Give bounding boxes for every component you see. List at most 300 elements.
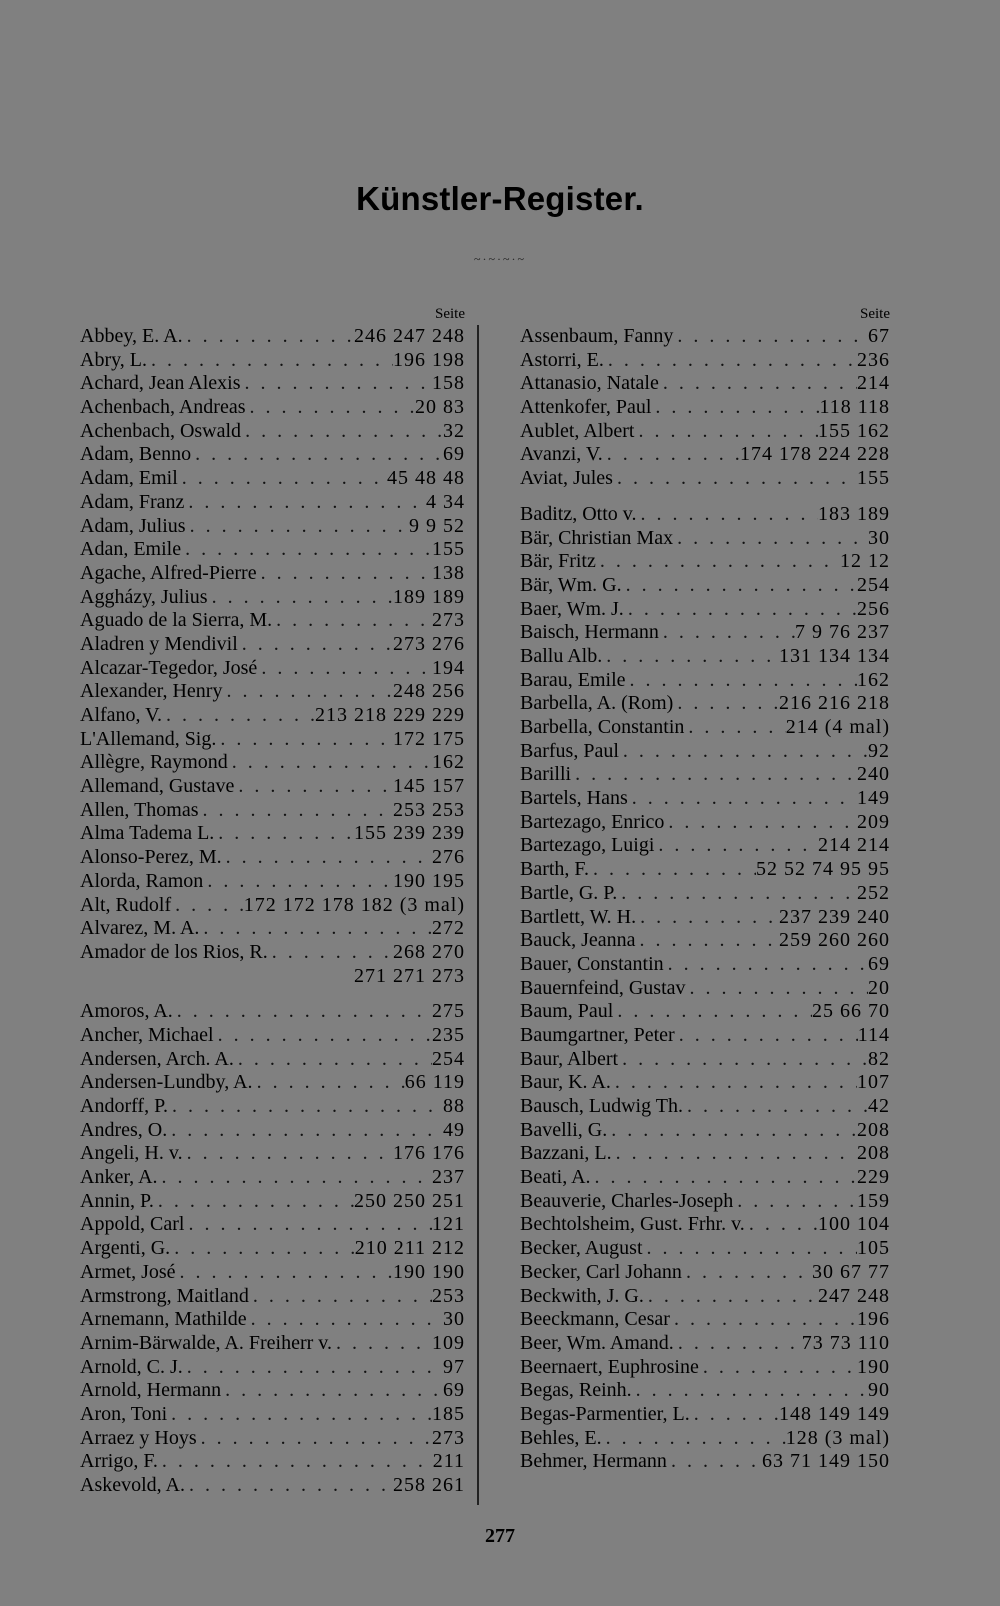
page-references: 253 [432, 1284, 465, 1307]
artist-name: Aladren y Mendivil [80, 632, 238, 655]
artist-name: Bartezago, Enrico [520, 810, 665, 833]
register-entry [520, 716, 890, 740]
artist-name: Appold, Carl [80, 1213, 185, 1236]
page-references: 176 176 [393, 1142, 465, 1165]
page-references: 73 73 110 [801, 1331, 890, 1354]
artist-name: Barau, Emile [520, 668, 626, 691]
page-references: 162 [432, 751, 465, 774]
register-entry [80, 657, 465, 681]
artist-name: Beati, A. [520, 1166, 591, 1189]
leader-dots [222, 846, 432, 870]
page-references: 254 [857, 573, 890, 596]
page-references: 121 [432, 1213, 465, 1236]
page-references: 25 66 70 [812, 1000, 890, 1023]
artist-name: Arnold, Hermann [80, 1379, 222, 1402]
register-entry [520, 574, 890, 598]
page-references: 213 218 229 229 [315, 704, 465, 726]
leader-dots [596, 550, 840, 574]
artist-name: Abbey, E. A. [80, 325, 183, 347]
leader-dots [636, 503, 818, 527]
artist-name: Becker, August [520, 1237, 643, 1260]
register-entry [80, 1048, 465, 1072]
artist-name: Agache, Alfred-Pierre [80, 561, 257, 584]
leader-dots [613, 1000, 812, 1024]
leader-dots [184, 1213, 432, 1237]
leader-dots [216, 728, 393, 752]
page-references: 9 9 52 [409, 514, 465, 537]
page-references: 30 [868, 526, 890, 549]
page-references: 211 [432, 1450, 465, 1473]
leader-dots [171, 894, 244, 918]
artist-name: Ancher, Michael [80, 1023, 214, 1046]
register-entry [80, 1000, 465, 1024]
register-entry [520, 1166, 890, 1190]
page-references: 236 [857, 348, 890, 371]
page-references: 30 [443, 1308, 465, 1331]
leader-dots [607, 1119, 857, 1143]
leader-dots [249, 1285, 432, 1309]
leader-dots [154, 1190, 354, 1214]
page-references: 49 [443, 1118, 465, 1141]
artist-name: Bartezago, Luigi [520, 834, 655, 857]
leader-dots [651, 396, 819, 420]
artist-name: Assenbaum, Fanny [520, 325, 674, 347]
page-references: 90 [868, 1379, 890, 1402]
leader-dots [234, 775, 393, 799]
leader-dots [699, 1356, 857, 1380]
page-references: 190 195 [393, 869, 465, 892]
leader-dots [158, 1450, 433, 1474]
register-entry [520, 1119, 890, 1143]
artist-name: Begas-Parmentier, L. [520, 1402, 690, 1425]
register-entry [520, 645, 890, 669]
page-references: 276 [432, 846, 465, 869]
artist-name: Baur, K. A. [520, 1071, 611, 1094]
left-column [80, 303, 465, 1498]
leader-dots [602, 645, 779, 669]
register-entry [80, 728, 465, 752]
artist-name: Aguado de la Sierra, M. [80, 609, 273, 632]
page-references: 97 [443, 1355, 465, 1378]
leader-dots [619, 740, 868, 764]
register-entry [80, 1474, 465, 1498]
page-references: 214 214 [818, 834, 890, 857]
register-entry [520, 1356, 890, 1380]
artist-name: Barfus, Paul [520, 739, 619, 762]
leader-dots [664, 953, 868, 977]
register-entry [520, 977, 890, 1001]
leader-dots [208, 586, 393, 610]
artist-name: Andres, O. [80, 1118, 168, 1141]
artist-name: Aviat, Jules [520, 467, 613, 490]
leader-dots [617, 882, 857, 906]
page-references: 66 119 [404, 1071, 465, 1094]
page-references: 189 189 [393, 585, 465, 608]
register-entry [520, 1095, 890, 1119]
leader-dots [644, 1285, 818, 1309]
leader-dots [158, 1166, 432, 1190]
page-references: 69 [443, 443, 465, 466]
page-references: 235 [432, 1023, 465, 1046]
leader-dots [222, 680, 393, 704]
leader-dots [199, 917, 432, 941]
artist-name: Angeli, H. v. [80, 1142, 183, 1165]
leader-dots [191, 443, 443, 467]
register-entry [80, 491, 465, 515]
artist-name: Andersen-Lundby, A. [80, 1071, 253, 1094]
register-entry [520, 669, 890, 693]
page-references: 63 71 149 150 [762, 1450, 890, 1473]
register-entry [520, 1379, 890, 1403]
leader-dots [167, 1119, 443, 1143]
leader-dots [667, 1450, 762, 1474]
artist-name: Baisch, Hermann [520, 621, 659, 644]
register-entry [520, 882, 890, 906]
artist-name: Bauernfeind, Gustav [520, 976, 686, 999]
register-entry [80, 1024, 465, 1048]
right-entry-list [520, 325, 890, 1474]
artist-name: Behmer, Hermann [520, 1450, 667, 1473]
leader-dots [167, 1403, 432, 1427]
artist-name: Achenbach, Andreas [80, 396, 246, 419]
page-references: 273 [432, 1426, 465, 1449]
page-references: 20 [868, 976, 890, 999]
leader-dots [624, 598, 857, 622]
page-references: 30 67 77 [812, 1260, 890, 1283]
artist-name: Allègre, Raymond [80, 751, 228, 774]
page-references: 208 [857, 1118, 890, 1141]
artist-name: Bauer, Constantin [520, 952, 664, 975]
artist-name: Andorff, P. [80, 1095, 168, 1117]
artist-name: Argenti, G. [80, 1237, 171, 1260]
title-ornament: ~·~·~·~ [474, 252, 526, 266]
page-references: 149 [857, 787, 890, 810]
page-references: 82 [868, 1047, 890, 1070]
register-entry [80, 846, 465, 870]
left-entry-list [80, 325, 465, 1498]
seite-header-left: Seite [435, 306, 465, 322]
page-references: 271 271 273 [354, 964, 465, 987]
register-entry [520, 598, 890, 622]
artist-name: Alfano, V. [80, 704, 163, 726]
artist-name: Bazzani, L. [520, 1142, 612, 1165]
register-entry [80, 443, 465, 467]
leader-dots [683, 1095, 868, 1119]
page-references: 240 [857, 763, 890, 786]
artist-name: Bauck, Jeanna [520, 929, 636, 952]
page-references: 155 239 239 [354, 822, 465, 845]
leader-dots [634, 420, 818, 444]
register-entry [520, 906, 890, 930]
leader-dots [234, 1048, 432, 1072]
leader-dots [659, 372, 857, 396]
page-references: 209 [857, 810, 890, 833]
leader-dots [673, 527, 868, 551]
page-references: 92 [868, 739, 890, 762]
seite-header-right: Seite [860, 306, 890, 322]
page-references: 155 [432, 538, 465, 561]
page-references: 128 (3 mal) [785, 1426, 890, 1449]
register-entry [80, 1379, 465, 1403]
leader-dots [184, 491, 426, 515]
leader-dots [257, 562, 432, 586]
page-references: 216 216 218 [779, 692, 890, 715]
leader-dots [185, 1474, 393, 1498]
page-title: Künstler-Register. [356, 180, 644, 217]
register-entry [520, 834, 890, 858]
register-entry [520, 953, 890, 977]
page-references: 107 [857, 1071, 890, 1094]
leader-dots [173, 1000, 432, 1024]
artist-name: Bechtolsheim, Gust. Frhr. v. [520, 1213, 745, 1236]
register-entry [520, 1213, 890, 1237]
artist-name: Adam, Benno [80, 443, 192, 466]
leader-dots [183, 325, 354, 349]
artist-name: Adam, Franz [80, 490, 185, 513]
artist-name: Allen, Thomas [80, 798, 199, 821]
page-references: 155 [857, 467, 890, 490]
leader-dots [690, 1403, 779, 1427]
leader-dots [183, 1142, 393, 1166]
leader-dots [654, 834, 818, 858]
register-entry [80, 349, 465, 373]
leader-dots [268, 941, 393, 965]
artist-name: L'Allemand, Sig. [80, 727, 217, 750]
leader-dots [670, 1308, 857, 1332]
leader-dots [214, 1024, 432, 1048]
artist-name: Aron, Toni [80, 1402, 168, 1425]
page-references: 253 253 [393, 798, 465, 821]
artist-name: Aggházy, Julius [80, 585, 208, 608]
page-references: 172 172 178 182 (3 mal) [243, 893, 465, 916]
register-entry [80, 965, 465, 989]
right-column [520, 303, 890, 1474]
page-references: 229 [857, 1166, 890, 1189]
page-references: 109 [432, 1331, 465, 1354]
page-references: 45 48 48 [387, 467, 465, 490]
register-entry [80, 870, 465, 894]
leader-dots [659, 621, 795, 645]
page-references: 196 198 [393, 348, 465, 371]
leader-dots [332, 1332, 432, 1356]
artist-name: Begas, Reinh. [520, 1379, 632, 1402]
leader-dots [571, 763, 857, 787]
page-references: 42 [868, 1095, 890, 1117]
page-references: 190 190 [393, 1260, 465, 1283]
register-entry [80, 1095, 465, 1119]
artist-name: Beernaert, Euphrosine [520, 1355, 699, 1378]
register-entry [80, 586, 465, 610]
leader-dots [632, 1379, 868, 1403]
leader-dots [178, 467, 387, 491]
artist-name: Anker, A. [80, 1166, 158, 1189]
register-entry [80, 680, 465, 704]
register-entry [520, 467, 890, 491]
register-entry [80, 917, 465, 941]
artist-name: Becker, Carl Johann [520, 1260, 682, 1283]
register-entry [520, 1427, 890, 1451]
register-entry [520, 349, 890, 373]
artist-name: Attenkofer, Paul [520, 396, 652, 419]
register-entry [520, 1142, 890, 1166]
artist-name: Achenbach, Oswald [80, 419, 242, 442]
register-entry [520, 858, 890, 882]
register-entry [520, 550, 890, 574]
leader-dots [272, 609, 432, 633]
leader-dots [611, 1071, 857, 1095]
page-references: 69 [868, 952, 890, 975]
artist-name: Bartle, G. P. [520, 881, 618, 904]
register-entry [80, 1166, 465, 1190]
artist-name: Arraez y Hoys [80, 1426, 197, 1449]
artist-name: Armstrong, Maitland [80, 1284, 249, 1307]
leader-dots [591, 1166, 857, 1190]
page-references: 88 [443, 1095, 465, 1117]
register-entry [520, 811, 890, 835]
artist-name: Amoros, A. [80, 1000, 173, 1023]
page-references: 183 189 [818, 502, 890, 525]
artist-name: Attanasio, Natale [520, 372, 659, 395]
register-entry [80, 420, 465, 444]
page-references: 118 118 [819, 396, 890, 419]
register-entry [80, 609, 465, 633]
page-references: 7 9 76 237 [795, 621, 890, 644]
artist-name: Adan, Emile [80, 538, 182, 561]
page-number: 277 [485, 1525, 515, 1547]
leader-dots [622, 574, 857, 598]
page-references: 67 [868, 325, 890, 347]
leader-dots [181, 538, 432, 562]
page-references: 190 [857, 1355, 890, 1378]
leader-dots [673, 692, 779, 716]
artist-name: Achard, Jean Alexis [80, 372, 241, 395]
leader-dots [183, 1356, 443, 1380]
leader-dots [228, 751, 432, 775]
leader-dots [197, 1427, 432, 1451]
artist-name: Arnemann, Mathilde [80, 1308, 247, 1331]
page-references: 252 [857, 881, 890, 904]
artist-name: Baur, Albert [520, 1047, 619, 1070]
artist-name: Beauverie, Charles-Joseph [520, 1189, 734, 1212]
artist-name: Bausch, Ludwig Th. [520, 1095, 683, 1117]
page-references: 159 [857, 1189, 890, 1212]
artist-name: Allemand, Gustave [80, 775, 235, 798]
leader-dots [636, 906, 779, 930]
leader-dots [613, 467, 857, 491]
register-entry [80, 515, 465, 539]
artist-name: Adam, Julius [80, 514, 186, 537]
register-entry [520, 929, 890, 953]
register-entry [80, 1119, 465, 1143]
page-references: 69 [443, 1379, 465, 1402]
register-entry [520, 692, 890, 716]
register-entry [80, 751, 465, 775]
page-references: 250 250 251 [354, 1189, 465, 1212]
artist-name: Alcazar-Tegedor, José [80, 656, 258, 679]
register-entry [520, 420, 890, 444]
leader-dots [199, 799, 393, 823]
leader-dots [643, 1237, 857, 1261]
artist-name: Bär, Christian Max [520, 526, 674, 549]
register-entry [520, 503, 890, 527]
page-references: 158 [432, 372, 465, 395]
artist-name: Alorda, Ramon [80, 869, 204, 892]
page-references: 237 239 240 [779, 905, 890, 928]
artist-name: Adam, Emil [80, 467, 178, 490]
page-references: 254 [432, 1047, 465, 1070]
register-entry [520, 1332, 890, 1356]
leader-dots [673, 325, 868, 349]
page-references: 248 256 [393, 680, 465, 703]
page-references: 214 [857, 372, 890, 395]
register-entry [520, 621, 890, 645]
page-references: 100 104 [818, 1213, 890, 1236]
register-entry [520, 372, 890, 396]
artist-name: Abry, L. [80, 348, 148, 371]
register-entry [520, 1237, 890, 1261]
artist-name: Amador de los Rios, R. [80, 940, 268, 963]
leader-dots [733, 1190, 857, 1214]
register-entry [80, 396, 465, 420]
register-entry [80, 1356, 465, 1380]
register-entry [520, 1048, 890, 1072]
register-entry [80, 562, 465, 586]
register-entry [80, 1308, 465, 1332]
artist-name: Barth, F. [520, 858, 589, 881]
leader-dots [628, 787, 857, 811]
leader-dots [675, 1024, 858, 1048]
register-entry [80, 467, 465, 491]
artist-name: Andersen, Arch. A. [80, 1047, 234, 1070]
page-references: 174 178 224 228 [740, 443, 890, 466]
leader-dots [618, 1048, 868, 1072]
leader-dots [162, 704, 315, 728]
register-entry [80, 1190, 465, 1214]
register-entry [520, 787, 890, 811]
page-references: 162 [857, 668, 890, 691]
register-entry [80, 1071, 465, 1095]
page-references: 20 83 [415, 396, 465, 419]
page-references: 131 134 134 [779, 644, 890, 667]
artist-name: Beer, Wm. Amand. [520, 1331, 674, 1354]
leader-dots [147, 349, 393, 373]
page-references: 155 162 [818, 419, 890, 442]
leader-dots [664, 811, 857, 835]
artist-name: Bartels, Hans [520, 787, 628, 810]
register-entry [520, 443, 890, 467]
artist-name: Bär, Fritz [520, 550, 596, 573]
leader-dots [686, 977, 868, 1001]
artist-name: Askevold, A. [80, 1474, 185, 1496]
page-references: 185 [432, 1402, 465, 1425]
leader-dots [602, 1427, 786, 1451]
artist-name: Bavelli, G. [520, 1118, 608, 1141]
page-references: 246 247 248 [354, 325, 465, 347]
leader-dots [214, 822, 354, 846]
artist-name: Alonso-Perez, M. [80, 846, 222, 869]
page-references: 52 52 74 95 95 [756, 858, 890, 881]
register-entry [520, 1403, 890, 1427]
artist-name: Baumgartner, Peter [520, 1023, 675, 1046]
page-references: 273 276 [393, 632, 465, 655]
leader-dots [247, 1308, 443, 1332]
artist-name: Astorri, E. [520, 348, 604, 371]
page-references: 256 [857, 597, 890, 620]
page-references: 12 12 [840, 550, 890, 573]
artist-name: Beckwith, J. G. [520, 1284, 644, 1307]
page-references: 145 157 [393, 775, 465, 798]
leader-dots [186, 515, 409, 539]
